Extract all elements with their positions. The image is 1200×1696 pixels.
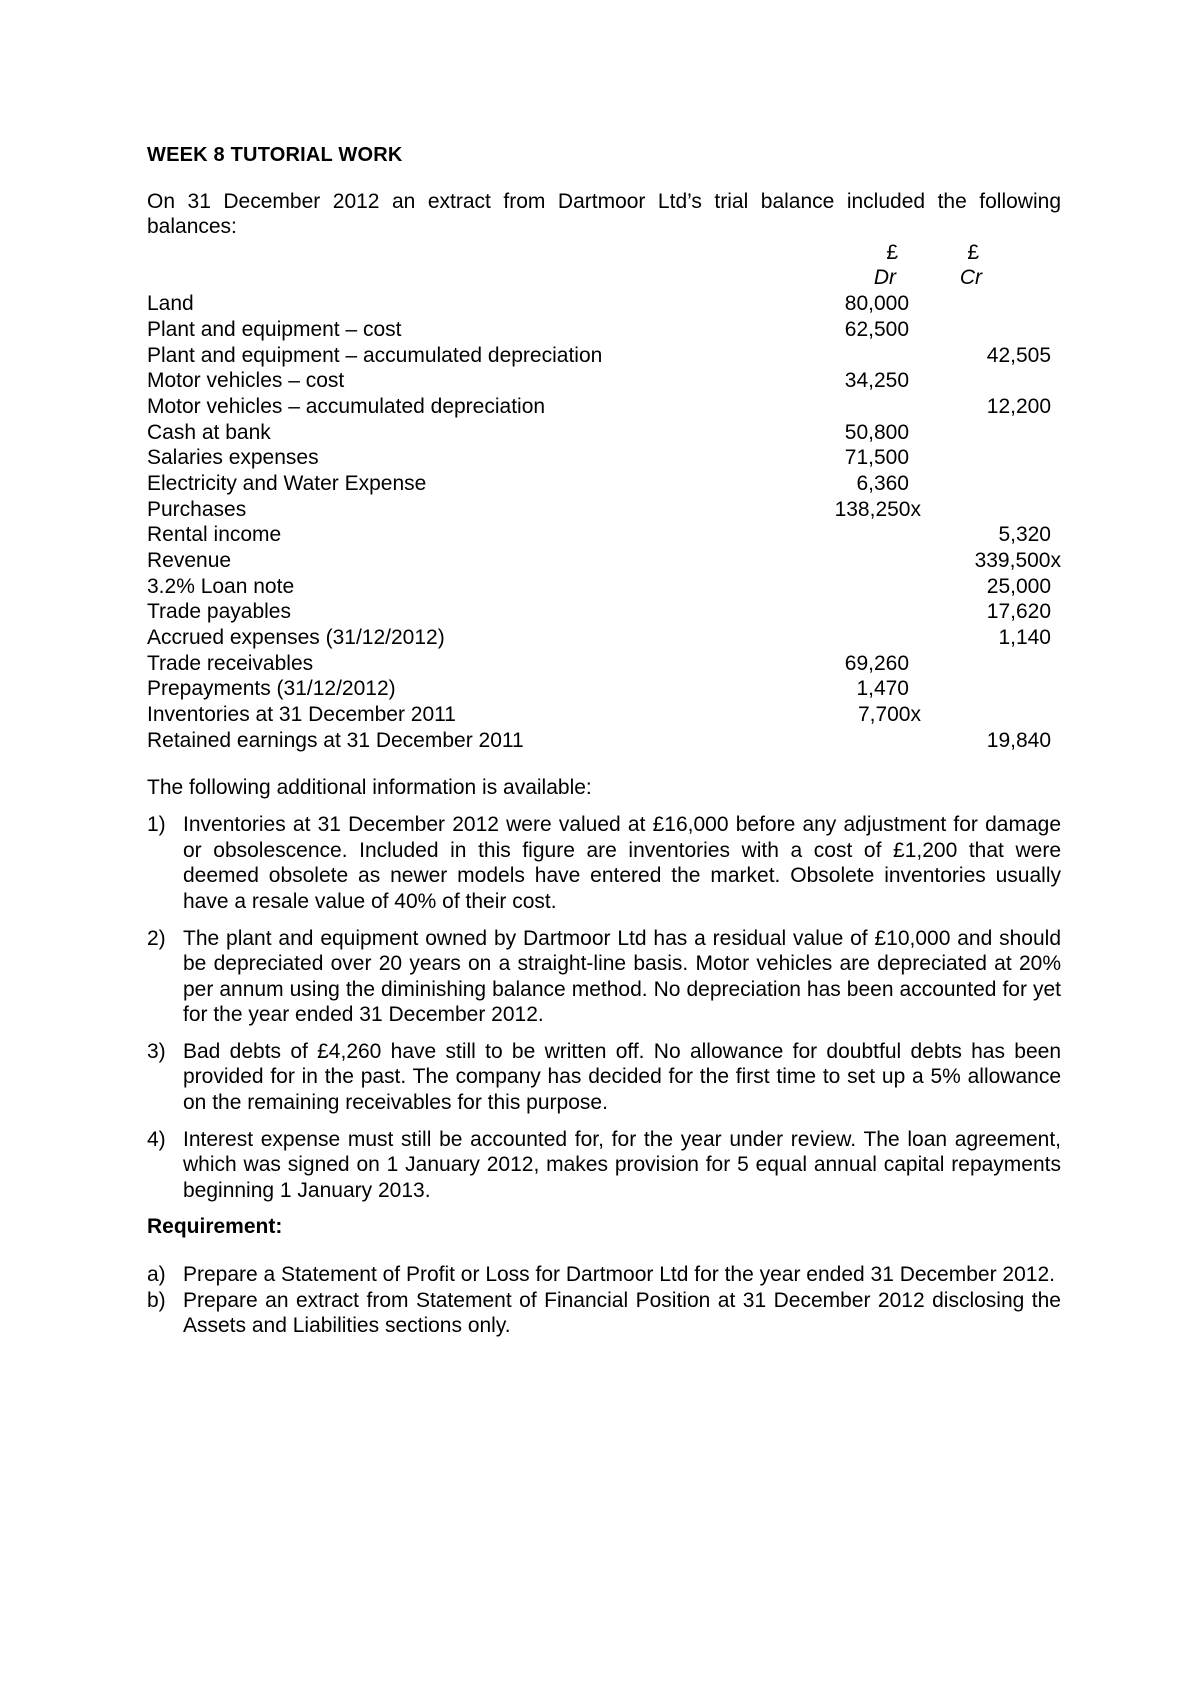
trial-balance-row bbox=[147, 625, 1061, 651]
debit-amount: 138,250x bbox=[834, 497, 921, 521]
dr-currency-symbol: £ bbox=[886, 240, 898, 264]
trial-balance-row bbox=[147, 291, 1061, 317]
additional-info-item bbox=[147, 926, 1061, 1028]
credit-amount: 12,200 bbox=[986, 394, 1051, 418]
account-name: Cash at bank bbox=[147, 420, 271, 444]
credit-amount: 42,505 bbox=[986, 343, 1051, 367]
debit-amount: 62,500 bbox=[844, 317, 909, 341]
trial-balance-row bbox=[147, 651, 1061, 677]
trial-balance-row bbox=[147, 548, 1061, 574]
list-item-text: Bad debts of £4,260 have still to be written off. No allowance for doubtful debts has been provided for in the past. The company has decided for the first time to set up a 5% allowance on the remaining receivables for this purpose. bbox=[183, 1039, 1061, 1115]
requirement-heading: Requirement: bbox=[147, 1215, 283, 1239]
list-marker: 4) bbox=[147, 1127, 166, 1151]
debit-amount: 50,800 bbox=[844, 420, 909, 444]
credit-amount: 17,620 bbox=[986, 600, 1051, 624]
list-item-text: The plant and equipment owned by Dartmoor Ltd has a residual value of £10,000 and should be depreciated over 20 years on a straight-line basis. Motor vehicles are depreciated at 20% per annum using the diminishing balance method. No depreciation has been accounted for yet for the year ended 31 December 2012. bbox=[183, 926, 1061, 1027]
debit-amount: 6,360 bbox=[856, 471, 909, 495]
trial-balance-row bbox=[147, 522, 1061, 548]
trial-balance-row bbox=[147, 445, 1061, 471]
additional-info-item bbox=[147, 812, 1061, 914]
account-name: Accrued expenses (31/12/2012) bbox=[147, 626, 445, 650]
list-item-text: Prepare an extract from Statement of Financial Position at 31 December 2012 disclosing the Assets and Liabilities sections only. bbox=[183, 1288, 1061, 1338]
account-name: 3.2% Loan note bbox=[147, 574, 295, 598]
trial-balance-row bbox=[147, 728, 1061, 754]
additional-info-item bbox=[147, 1039, 1061, 1116]
requirement-item bbox=[147, 1262, 1061, 1288]
trial-balance-row bbox=[147, 368, 1061, 394]
intro-paragraph: On 31 December 2012 an extract from Dartmoor Ltd’s trial balance included the following balances: bbox=[147, 189, 1061, 239]
trial-balance-row bbox=[147, 343, 1061, 369]
account-name: Motor vehicles – cost bbox=[147, 369, 345, 393]
trial-balance-header-row bbox=[147, 265, 1061, 291]
debit-amount: 34,250 bbox=[844, 369, 909, 393]
trial-balance-row bbox=[147, 702, 1061, 728]
debit-amount: 80,000 bbox=[844, 292, 909, 316]
additional-info-heading: The following additional information is available: bbox=[147, 775, 592, 799]
credit-amount: 25,000 bbox=[986, 574, 1051, 598]
credit-amount: 339,500x bbox=[974, 549, 1061, 573]
account-name: Salaries expenses bbox=[147, 446, 319, 470]
trial-balance bbox=[147, 240, 1061, 754]
account-name: Plant and equipment – accumulated depreciation bbox=[147, 343, 603, 367]
debit-amount: 1,470 bbox=[856, 677, 909, 701]
account-name: Rental income bbox=[147, 523, 282, 547]
list-marker: b) bbox=[147, 1288, 166, 1312]
account-name: Retained earnings at 31 December 2011 bbox=[147, 728, 524, 752]
list-item-text: Interest expense must still be accounted for, for the year under review. The loan agreement, which was signed on 1 January 2012, makes provision for 5 equal annual capital repayments beginning 1 January 2013. bbox=[183, 1127, 1061, 1202]
cr-currency-symbol: £ bbox=[967, 240, 979, 264]
credit-amount: 5,320 bbox=[998, 523, 1051, 547]
document-title: WEEK 8 TUTORIAL WORK bbox=[147, 144, 403, 166]
additional-info-item bbox=[147, 1127, 1061, 1204]
account-name: Trade payables bbox=[147, 600, 291, 624]
debit-amount: 7,700x bbox=[857, 703, 921, 727]
trial-balance-row bbox=[147, 394, 1061, 420]
dr-column-header: Dr bbox=[873, 266, 896, 290]
list-marker: 2) bbox=[147, 926, 166, 950]
trial-balance-row bbox=[147, 599, 1061, 625]
account-name: Prepayments (31/12/2012) bbox=[147, 677, 396, 701]
account-name: Trade receivables bbox=[147, 651, 314, 675]
trial-balance-row bbox=[147, 420, 1061, 446]
list-marker: 3) bbox=[147, 1039, 166, 1063]
debit-amount: 71,500 bbox=[844, 446, 909, 470]
credit-amount: 1,140 bbox=[998, 626, 1051, 650]
trial-balance-rows bbox=[147, 291, 1061, 753]
account-name: Motor vehicles – accumulated depreciation bbox=[147, 394, 546, 418]
trial-balance-row bbox=[147, 497, 1061, 523]
list-marker: 1) bbox=[147, 813, 166, 837]
requirement-list bbox=[147, 1262, 1061, 1339]
list-marker: a) bbox=[147, 1263, 166, 1287]
credit-amount: 19,840 bbox=[986, 728, 1051, 752]
account-name: Plant and equipment – cost bbox=[147, 317, 402, 341]
trial-balance-row bbox=[147, 471, 1061, 497]
debit-amount: 69,260 bbox=[844, 651, 909, 675]
trial-balance-row bbox=[147, 574, 1061, 600]
account-name: Land bbox=[147, 292, 194, 316]
trial-balance-row bbox=[147, 317, 1061, 343]
document-page bbox=[147, 143, 1061, 1339]
list-item-text: Prepare a Statement of Profit or Loss for Dartmoor Ltd for the year ended 31 December 2012. bbox=[183, 1263, 1055, 1287]
trial-balance-row bbox=[147, 676, 1061, 702]
account-name: Inventories at 31 December 2011 bbox=[147, 703, 456, 727]
account-name: Revenue bbox=[147, 549, 232, 573]
account-name: Electricity and Water Expense bbox=[147, 471, 427, 495]
list-item-text: Inventories at 31 December 2012 were valued at £16,000 before any adjustment for damage or obsolescence. Included in this figure are inventories with a cost of £1,200 that were deemed obsolete as newer models have entered the market. Obsolete inventories usually have a resale value of 40% of their cost. bbox=[183, 813, 1061, 913]
cr-column-header: Cr bbox=[959, 266, 982, 290]
requirement-item bbox=[147, 1288, 1061, 1339]
trial-balance-currency-row bbox=[147, 240, 1061, 266]
additional-info-list bbox=[147, 812, 1061, 1203]
account-name: Purchases bbox=[147, 497, 247, 521]
